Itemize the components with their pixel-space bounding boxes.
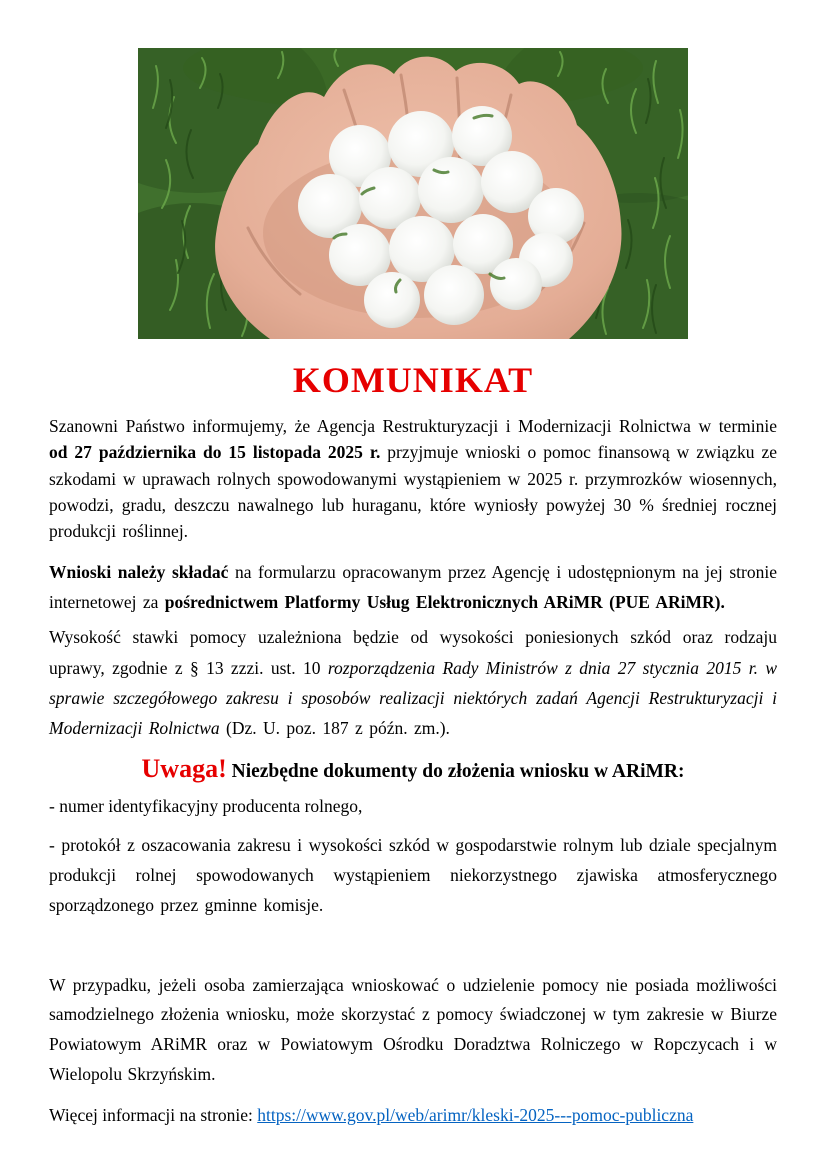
hailstones-photo — [138, 48, 688, 339]
footer-info-line — [49, 1102, 777, 1128]
info-link[interactable]: https://www.gov.pl/web/arimr/kleski-2025---pomoc-publiczna — [257, 1104, 694, 1125]
intro-run-1: Szanowni Państwo informujemy, że Agencja Restrukturyzacji i Modernizacji Rolnictwa w terminie — [49, 416, 777, 436]
uwaga-label: Uwaga! — [141, 753, 227, 783]
uwaga-heading-line — [49, 753, 777, 784]
wnioski-run-bold-1: Wnioski należy składać — [49, 562, 229, 583]
paragraph-wnioski — [49, 557, 777, 617]
list-item-producer-number: - numer identyfikacyjny producenta rolnego, — [49, 796, 363, 816]
wysokosc-run-2: (Dz. U. poz. 187 z późn. zm.). — [219, 717, 450, 738]
intro-run-bold-dates: od 27 października do 15 listopada 2025 r. — [49, 442, 381, 463]
paragraph-help: W przypadku, jeżeli osoba zamierzająca wnioskować o udzielenie pomocy nie posiada możliwości samodzielnego złożenia wniosku, może skorzystać z pomocy świadczonej w tym zakresie w Biurze Powiatowym ARiMR oraz w Powiatowym Ośrodku Doradztwa Rolniczego w Ropczycach i w Wielopolu Skrzyńskim. — [49, 974, 777, 1084]
wysokosc-run-1: Wysokość stawki pomocy uzależniona będzie od wysokości poniesionych szkód oraz rodzaju uprawy, zgodnie z § 13 zzzi. ust. 10 — [49, 627, 777, 678]
paragraph-intro — [49, 413, 777, 544]
paragraph-wysokosc — [49, 622, 777, 742]
footer-prefix: Więcej informacji na stronie: — [49, 1104, 258, 1125]
intro-run-2: przyjmuje wnioski o pomoc finansową w związku ze szkodami w uprawach rolnych spowodowanymi wystąpieniem w 2025 r. przymrozków wiosennych, powodzi, gradu, deszczu nawalnego lub huraganu, które wyniosły powyżej 30 % średniej rocznej produkcji roślinnej. — [49, 442, 777, 541]
list-item-protocol: - protokół z oszacowania zakresu i wysokości szkód w gospodarstwie rolnym lub dziale specjalnym produkcji rolnej spowodowanych wystąpieniem niekorzystnego zjawiska atmosferycznego sporządzonego przez gminne komisje. — [49, 835, 777, 915]
hailstones-photo-graphic — [138, 48, 688, 339]
page-title: KOMUNIKAT — [292, 360, 534, 400]
wysokosc-run-italic: rozporządzenia Rady Ministrów z dnia 27 stycznia 2015 r. w sprawie szczegółowego zakresu i sposobów realizacji niektórych zadań Agencji Restrukturyzacji i Modernizacji Rolnictwa — [49, 657, 777, 738]
wnioski-run-normal: na formularzu opracowanym przez Agencję i udostępnionym na jej stronie internetowej za — [49, 562, 777, 613]
wnioski-run-bold-2: pośrednictwem Platformy Usług Elektronicznych ARiMR (PUE ARiMR). — [164, 592, 725, 613]
uwaga-heading-text: Niezbędne dokumenty do złożenia wniosku w ARiMR: — [226, 760, 685, 782]
